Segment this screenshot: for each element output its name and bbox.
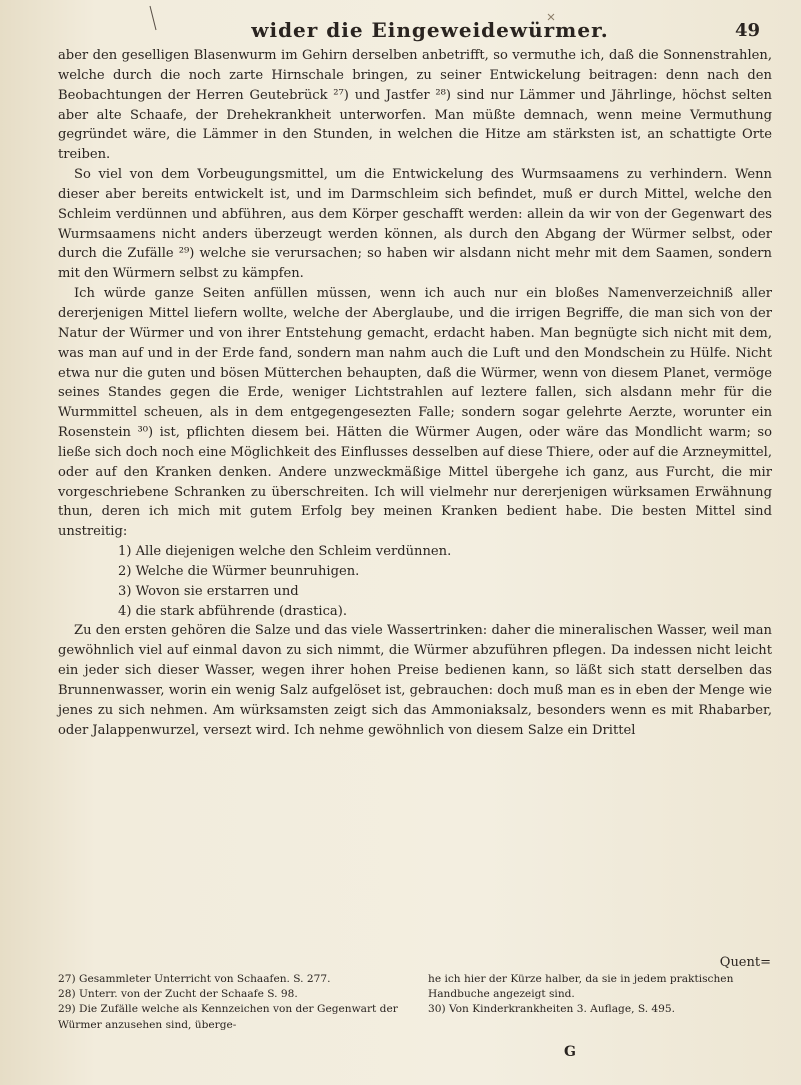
footnotes-left-column <box>58 972 402 1033</box>
list-item: 1) Alle diejenigen welche den Schleim verdünnen. <box>118 544 452 560</box>
running-header <box>60 18 760 46</box>
main-text <box>58 46 772 741</box>
page-title: wider die Eingeweidewürmer. <box>251 18 609 42</box>
remedy-list <box>58 542 772 621</box>
list-item: 4) die stark abführende (drastica). <box>118 603 347 619</box>
paragraph: So viel von dem Vorbeugungsmittel, um die Entwickelung des Wurmsaamens zu verhindern. Wenn dieser aber bereits entwickelt ist, und im Darmschleim sich befindet, muß er durch Mittel, welche den Schleim verdünnen und abführen, aus dem Körper geschafft werden: allein da wir von der Gegenwart des Wurmsaamens nicht anders überzeugt werden können, als durch den Abgang der Würmer selbst, oder durch die Zufälle ²⁹) welche sie verursachen; so haben wir alsdann nicht mehr mit dem Saamen, sondern mit den Würmern selbst zu kämpfen. <box>58 167 772 282</box>
footnote: 29) Die Zufälle welche als Kennzeichen von der Gegenwart der Würmer anzusehen sind, überge- <box>58 1003 398 1031</box>
footnote: 30) Von Kinderkrankheiten 3. Auflage, S. 495. <box>428 1003 676 1016</box>
footnotes <box>58 972 772 1033</box>
footnote: he ich hier der Kürze halber, da sie in jedem praktischen Handbuche angezeigt sind. <box>428 973 734 1001</box>
footnote: 27) Gesammleter Unterricht von Schaafen. S. 277. <box>58 973 331 985</box>
page-number: 49 <box>734 20 760 41</box>
list-item: 2) Welche die Würmer beunruhigen. <box>118 563 360 579</box>
catchword: Quent= <box>719 955 771 970</box>
footnotes-right-column <box>428 972 772 1033</box>
footnote: 28) Unterr. von der Zucht der Schaafe S. 98. <box>58 988 298 1001</box>
paragraph: Ich würde ganze Seiten anfüllen müssen, wenn ich auch nur ein bloßes Namenverzeichniß aller dererjenigen Mittel liefern wollte, welche der Aberglaube, und die irrigen Begriffe, die man sich von der Natur der Würmer und von ihrer Entstehung gemacht, erdacht haben. Man begnügte sich nicht mit dem, was man auf und in der Erde fand, sondern man nahm auch die Luft und den Mondschein zu Hülfe. Nicht etwa nur die guten und bösen Mütterchen behaupten, daß die Würmer, wenn von diesem Planet, vermöge seines Standes gegen die Erde, weniger Lichtstrahlen auf leztere fallen, sich alsdann mehr für die Wurmmittel scheuen, als in dem entgegengesezten Falle; sondern sogar gelehrte Aerzte, worunter ein Rosenstein ³⁰) ist, pflichten diesem bei. Hätten die Würmer Augen, oder wäre das Mondlicht warm; so ließe sich doch noch eine Möglichkeit des Einflusses desselben auf diese Thiere, oder auf die Arzneymittel, oder auf den Kranken denken. Andere unzweckmäßige Mittel übergehe ich ganz, aus Furcht, die mir vorgeschriebene Schranken zu überschreiten. Ich will vielmehr nur dererjenigen würksamen Erwähnung thun, deren ich mich mit gutem Erfolg bey meinen Kranken bedient habe. Die besten Mittel sind unstreitig: <box>58 286 772 540</box>
paragraph: Zu den ersten gehören die Salze und das viele Wassertrinken: daher die mineralischen Wasser, weil man gewöhnlich viel auf einmal davon zu sich nimmt, die Würmer abzuführen pflegen. Da indessen nicht leicht ein jeder sich dieser Wasser, wegen ihrer hohen Preise bedienen kann, so läßt sich statt derselben das Brunnenwasser, worin ein wenig Salz aufgelöset ist, gebrauchen: doch muß man es in eben der Menge wie jenes zu sich nehmen. Am würksamsten zeigt sich das Ammoniaksalz, besonders wenn es mit Rhabarber, oder Jalappenwurzel, versezt wird. Ich nehme gewöhnlich von diesem Salze ein Drittel <box>58 623 772 738</box>
list-item: 3) Wovon sie erstarren und <box>118 583 299 599</box>
signature-mark: G <box>564 1044 576 1060</box>
paragraph: aber den geselligen Blasenwurm im Gehirn derselben anbetrifft, so vermuthe ich, daß die Sonnenstrahlen, welche durch die noch zarte Hirnschale bringen, zu seiner Entwickelung beitragen: denn nach den Beobachtungen der Herren Geutebrück ²⁷) und Jastfer ²⁸) sind nur Lämmer und Jährlinge, höchst selten aber alte Schaafe, der Drehekrankheit unterworfen. Man müßte demnach, wenn meine Vermuthung gegründet wäre, die Lämmer in den Stunden, in welchen die Hitze am stärksten ist, an schattigte Orte treiben. <box>58 48 772 163</box>
